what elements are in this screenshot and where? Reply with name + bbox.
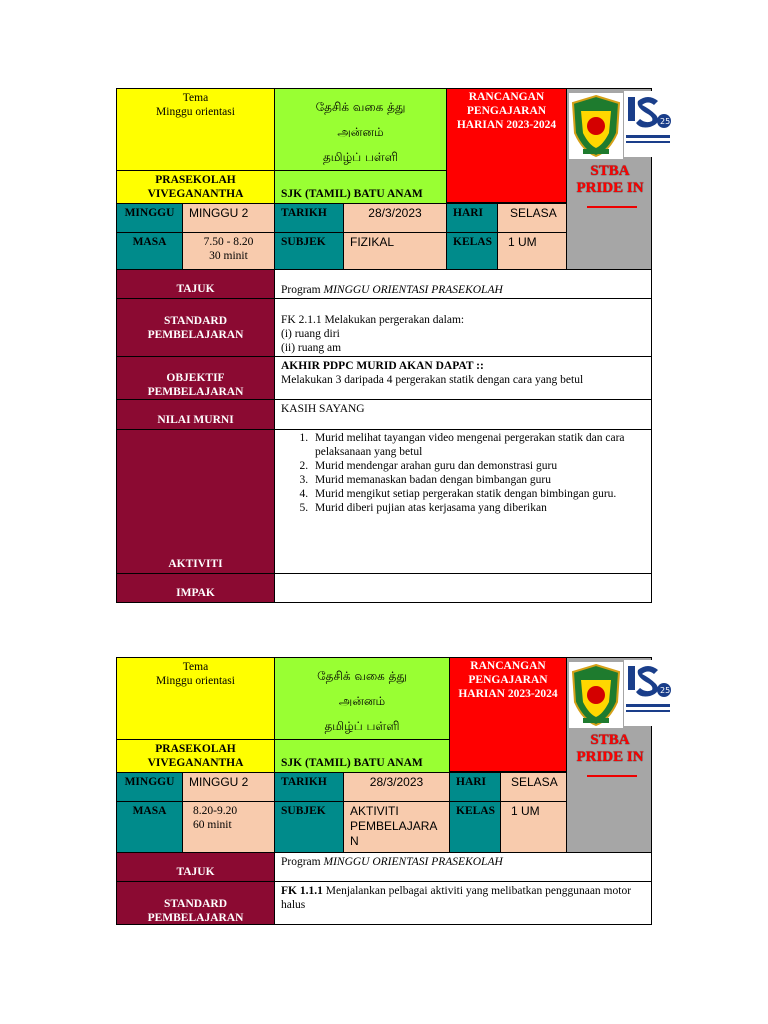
tema-cell: [116, 88, 275, 171]
standard-code: FK 1.1.1: [281, 885, 323, 897]
stba-pride-text: STBA PRIDE IN: [576, 732, 644, 765]
minggu-label: MINGGU: [116, 203, 183, 233]
tajuk-cell: [274, 269, 652, 299]
logo-cell: [566, 657, 671, 853]
impak-label: IMPAK: [116, 573, 275, 603]
aktiviti-list: [275, 431, 651, 515]
subjek-value: FIZIKAL: [343, 232, 447, 270]
tamil-line-2: அன்னம்: [337, 125, 384, 139]
stba-pride-text: STBA PRIDE IN: [576, 163, 644, 196]
subjek-label: SUBJEK: [274, 232, 344, 270]
subjek-label: SUBJEK: [274, 801, 344, 853]
standard-line-3: (ii) ruang am: [281, 342, 342, 354]
nilai-value: KASIH SAYANG: [274, 399, 652, 430]
rph-title: RANCANGAN PENGAJARAN HARIAN 2023-2024: [449, 657, 567, 772]
masa-value: 7.50 - 8.20: [203, 236, 254, 248]
aktiviti-item: 3. Murid memanaskan badan dengan bimbangan guru: [311, 473, 651, 487]
aktiviti-item: 1. Murid melihat tayangan video mengenai pergerakan statik dan cara pelaksanaan yang betul: [311, 431, 651, 459]
moe-logo-icon: [624, 91, 672, 161]
aktiviti-item: 2. Murid mendengar arahan guru dan demonstrasi guru: [311, 459, 651, 473]
school-name: SJK (TAMIL) BATU ANAM: [274, 739, 450, 773]
aktiviti-item: 4. Murid mengikut setiap pergerakan statik dengan bimbingan guru.: [311, 487, 651, 501]
tajuk-label: TAJUK: [116, 852, 275, 882]
subjek-value: AKTIVITI PEMBELAJARA N: [343, 801, 450, 853]
masa-value: 8.20-9.20: [193, 805, 238, 817]
tamil-school-name: [274, 657, 450, 740]
tajuk-cell: [274, 852, 652, 882]
hari-value: SELASA: [500, 772, 567, 802]
stba-underline: [587, 775, 637, 777]
school-name: SJK (TAMIL) BATU ANAM: [274, 170, 447, 204]
aktiviti-item: 5. Murid diberi pujian atas kerjasama yang diberikan: [311, 501, 651, 515]
standard-cell: [274, 881, 652, 925]
masa-duration: 60 minit: [193, 819, 232, 831]
logo-cell: [566, 88, 671, 270]
masa-label: MASA: [116, 232, 183, 270]
hari-label: HARI: [449, 772, 501, 802]
stba-underline: [587, 206, 637, 208]
tajuk-prefix: Program: [281, 284, 324, 296]
moe-logo-icon: [624, 660, 672, 730]
standard-label: STANDARD PEMBELAJARAN: [116, 298, 275, 357]
kelas-value: 1 UM: [500, 801, 567, 853]
nilai-label: NILAI MURNI: [116, 399, 275, 430]
tamil-line-2: அன்னம்: [338, 694, 386, 708]
tarikh-label: TARIKH: [274, 203, 344, 233]
tarikh-value: 28/3/2023: [343, 203, 447, 233]
objektif-cell: [274, 356, 652, 400]
aktiviti-label: AKTIVITI: [116, 429, 275, 574]
standard-line-1: FK 2.1.1 Melakukan pergerakan dalam:: [281, 314, 465, 326]
school-crest-icon: [569, 93, 623, 163]
objektif-heading: AKHIR PDPC MURID AKAN DAPAT ::: [281, 360, 484, 372]
school-crest-icon: [569, 662, 623, 732]
objektif-label: OBJEKTIF PEMBELAJARAN: [116, 356, 275, 400]
objektif-text: Melakukan 3 daripada 4 pergerakan statik dengan cara yang betul: [281, 374, 584, 386]
kelas-label: KELAS: [446, 232, 498, 270]
svg-text:25: 25: [660, 686, 671, 695]
tamil-line-3: தமிழ்ப் பள்ளி: [324, 719, 400, 733]
tema-value: Minggu orientasi: [156, 675, 235, 687]
masa-label: MASA: [116, 801, 183, 853]
tema-label: Tema: [182, 661, 209, 673]
tamil-line-1: தேசிக் வகை த்து: [317, 669, 407, 683]
tema-cell: [116, 657, 275, 740]
standard-line-2: (i) ruang diri: [281, 328, 340, 340]
minggu-label: MINGGU: [116, 772, 183, 802]
hari-value: SELASA: [497, 203, 567, 233]
masa-cell: [182, 801, 275, 853]
standard-label: STANDARD PEMBELAJARAN: [116, 881, 275, 925]
tema-value: Minggu orientasi: [156, 106, 235, 118]
masa-cell: [182, 232, 275, 270]
prasekolah-name: PRASEKOLAH VIVEGANANTHA: [116, 170, 275, 204]
aktiviti-cell: [274, 429, 652, 574]
hari-label: HARI: [446, 203, 498, 233]
kelas-label: KELAS: [449, 801, 501, 853]
kelas-value: 1 UM: [497, 232, 567, 270]
minggu-value: MINGGU 2: [182, 772, 275, 802]
tajuk-value: MINGGU ORIENTASI PRASEKOLAH: [323, 284, 503, 296]
tajuk-label: TAJUK: [116, 269, 275, 299]
tarikh-value: 28/3/2023: [343, 772, 450, 802]
masa-duration: 30 minit: [209, 250, 248, 262]
tajuk-prefix: Program: [281, 856, 324, 868]
tamil-school-name: [274, 88, 447, 171]
svg-text:25: 25: [660, 117, 671, 126]
minggu-value: MINGGU 2: [182, 203, 275, 233]
tamil-line-1: தேசிக் வகை த்து: [315, 100, 406, 114]
tema-label: Tema: [182, 92, 209, 104]
tajuk-value: MINGGU ORIENTASI PRASEKOLAH: [323, 856, 503, 868]
tarikh-label: TARIKH: [274, 772, 344, 802]
standard-text: Menjalankan pelbagai aktiviti yang melibatkan penggunaan motor halus: [281, 885, 632, 911]
prasekolah-name: PRASEKOLAH VIVEGANANTHA: [116, 739, 275, 773]
standard-cell: [274, 298, 652, 357]
tamil-line-3: தமிழ்ப் பள்ளி: [322, 150, 399, 164]
impak-value: [274, 573, 652, 603]
rph-title: RANCANGAN PENGAJARAN HARIAN 2023-2024: [446, 88, 567, 203]
